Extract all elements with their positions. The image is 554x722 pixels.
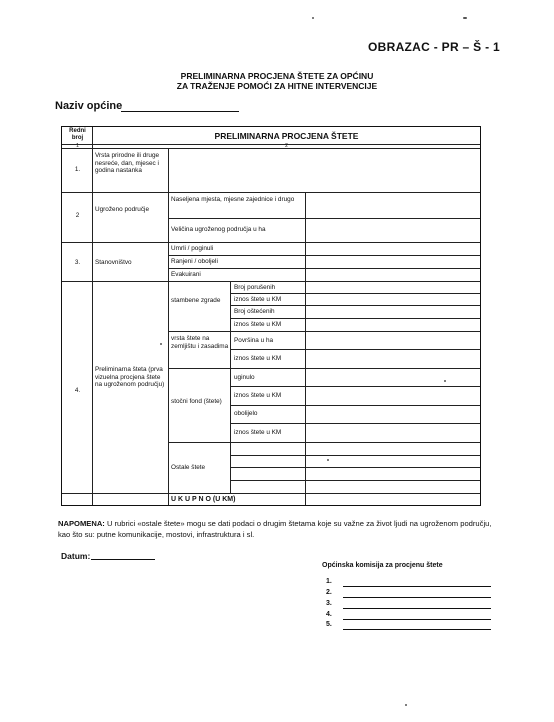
signatory-number-4: 4. — [326, 611, 332, 618]
item-divider — [230, 480, 480, 481]
row-3-item-2: Ranjeni / oboljeli — [171, 258, 218, 265]
row-3-item-3: Evakuirani — [171, 271, 201, 278]
row-divider-total — [62, 493, 480, 494]
row-2-label: Ugroženo područje — [95, 206, 149, 213]
group-land-item-2: iznos štete u KM — [234, 355, 282, 362]
note-text: U rubrici «ostale štete» mogu se dati podaci o drugim štetama koje su važne za život ljudi na ugroženom području, kao što su: putne komunikacije, mostovi, infrastruktura i sl. — [58, 519, 492, 539]
row-3-number: 3. — [74, 259, 81, 266]
signatory-line-3[interactable] — [343, 608, 491, 609]
item-divider — [230, 349, 480, 350]
row2-divider — [168, 218, 480, 219]
group-land-label: vrsta štete na zemljištu i zasadima — [171, 335, 229, 350]
scan-speck — [444, 380, 446, 382]
row-3-item-1: Umrli / poginuli — [171, 245, 214, 252]
signatory-line-4[interactable] — [343, 619, 491, 620]
row-divider-2 — [62, 242, 480, 243]
main-sub: 2 — [285, 143, 288, 149]
col-divider-label — [168, 148, 169, 505]
municipality-label: Naziv općine — [55, 100, 123, 112]
scan-speck — [327, 459, 329, 461]
municipality-input-line[interactable] — [121, 111, 239, 112]
scan-speck — [312, 17, 314, 19]
col-divider-number — [92, 127, 93, 505]
col-number-sub: 1 — [76, 143, 79, 149]
main-header: PRELIMINARNA PROCJENA ŠTETE — [214, 131, 359, 141]
col-number-header: Redni broj — [69, 128, 86, 141]
item-divider — [230, 455, 480, 456]
group-livestock-label: stočni fond (štete) — [171, 398, 222, 405]
row-2-item-2: Veličina ugroženog područja u ha — [171, 226, 266, 233]
scan-speck — [405, 704, 407, 706]
group-livestock-item-4: iznos štete u KM — [234, 429, 282, 436]
group-livestock-item-2: iznos štete u KM — [234, 392, 282, 399]
row-4-number: 4. — [74, 387, 81, 394]
item-divider — [230, 467, 480, 468]
item-divider — [230, 423, 480, 424]
group-housing-item-1: Broj porušenih — [234, 284, 276, 291]
date-label: Datum: — [61, 551, 91, 561]
row-4-label: Preliminarna šteta (prva vizuelna procjena štete na ugroženom području) — [95, 366, 165, 389]
group-livestock-item-1: uginulo — [234, 374, 255, 381]
item-divider — [230, 386, 480, 387]
form-title-line-1: PRELIMINARNA PROCJENA ŠTETE ZA OPĆINU — [180, 71, 374, 81]
note-label: NAPOMENA: — [58, 519, 105, 528]
group-livestock-item-3: obolijelo — [234, 410, 258, 417]
item-divider — [230, 293, 480, 294]
group-divider-3 — [168, 442, 480, 443]
scan-speck — [160, 343, 162, 345]
group-other-label: Ostale štete — [171, 464, 206, 471]
signatory-number-1: 1. — [326, 578, 332, 585]
signatory-number-2: 2. — [326, 589, 332, 596]
date-input-line[interactable] — [91, 559, 155, 560]
table-frame — [61, 126, 481, 506]
group-land-item-1: Površina u ha — [234, 337, 274, 344]
row3-divider-b — [168, 268, 480, 269]
row-3-label: Stanovništvo — [95, 259, 132, 266]
item-divider — [230, 405, 480, 406]
row-1-number: 1. — [74, 166, 81, 173]
group-housing-item-3: Broj oštećenih — [234, 308, 275, 315]
row-2-item-1: Naseljena mjesta, mjesne zajednice i drugo — [171, 196, 295, 203]
signatory-line-5[interactable] — [343, 629, 491, 630]
signatory-number-5: 5. — [326, 621, 332, 628]
form-code: OBRAZAC - PR – Š - 1 — [368, 40, 501, 54]
note-block — [58, 518, 498, 540]
form-title-line-2: ZA TRAŽENJE POMOĆI ZA HITNE INTERVENCIJE — [176, 81, 378, 91]
commission-label: Općinska komisija za procjenu štete — [322, 562, 443, 569]
row-1-label: Vrsta prirodne ili druge nesreće, dan, mjesec i godina nastanka — [95, 152, 160, 175]
group-divider-1 — [168, 331, 480, 332]
row3-divider-a — [168, 255, 480, 256]
item-divider — [230, 318, 480, 319]
col-divider-group — [230, 281, 231, 493]
group-housing-item-4: iznos štete u KM — [234, 321, 282, 328]
group-housing-label: stambene zgrade — [171, 297, 221, 304]
row-divider-3 — [62, 281, 480, 282]
scan-speck — [463, 17, 467, 19]
group-divider-2 — [168, 368, 480, 369]
signatory-line-1[interactable] — [343, 586, 491, 587]
row-divider-1 — [62, 192, 480, 193]
group-housing-item-2: iznos štete u KM — [234, 296, 282, 303]
total-label: U K U P N O (U KM) — [171, 496, 236, 503]
signatory-number-3: 3. — [326, 600, 332, 607]
item-divider — [230, 305, 480, 306]
row-2-number: 2 — [75, 212, 80, 219]
signatory-line-2[interactable] — [343, 597, 491, 598]
